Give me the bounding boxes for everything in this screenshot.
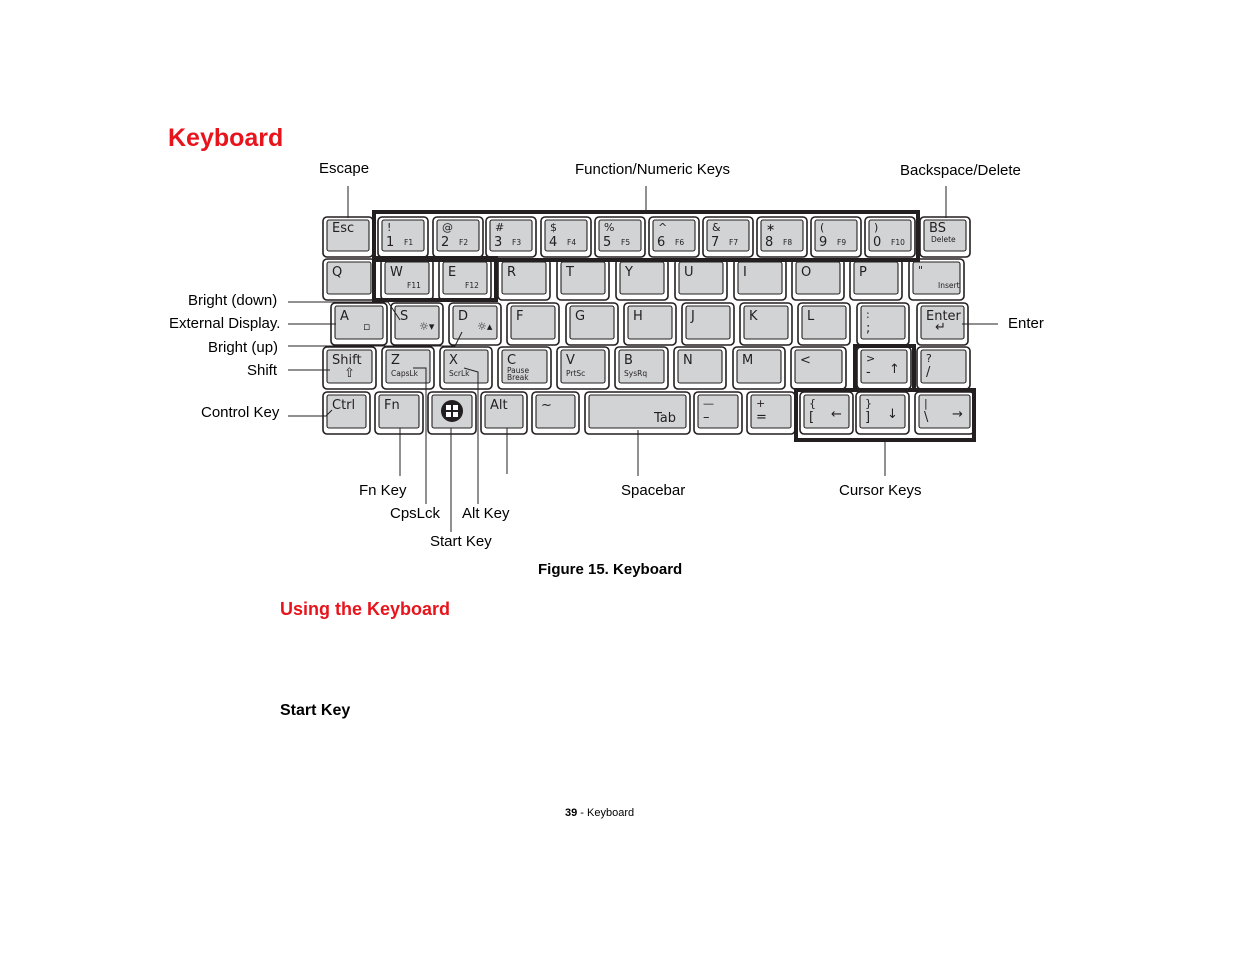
key-legend: Enter bbox=[926, 309, 961, 324]
key[interactable] bbox=[694, 392, 742, 434]
key-legend: | bbox=[924, 397, 928, 410]
key[interactable] bbox=[865, 217, 915, 257]
key-legend: ^ bbox=[658, 221, 668, 234]
key-legend: ? bbox=[926, 352, 932, 365]
key-legend: / bbox=[926, 365, 931, 380]
key-legend: < bbox=[800, 353, 811, 368]
key-legend: { bbox=[809, 397, 816, 410]
key[interactable] bbox=[498, 347, 551, 389]
key[interactable] bbox=[733, 347, 785, 389]
key-legend: SysRq bbox=[624, 369, 648, 378]
key-legend: ☼▾ bbox=[419, 320, 435, 333]
key-legend: Tab bbox=[654, 411, 677, 426]
external-display-callout: External Display. bbox=[169, 315, 281, 332]
spacebar-callout: Spacebar bbox=[621, 482, 686, 499]
key-legend: ! bbox=[387, 221, 392, 234]
key-legend: : bbox=[866, 308, 870, 321]
key-legend: V bbox=[566, 353, 575, 368]
key-legend: Alt bbox=[490, 398, 508, 413]
page-number: 39 bbox=[565, 807, 578, 819]
key-legend: Z bbox=[391, 353, 400, 368]
key-legend: 1 bbox=[386, 235, 395, 250]
key-legend: # bbox=[495, 221, 505, 234]
key-legend: 4 bbox=[549, 235, 558, 250]
key-legend: O bbox=[801, 265, 812, 280]
key[interactable] bbox=[566, 303, 618, 345]
key[interactable] bbox=[541, 217, 591, 257]
key-legend: 3 bbox=[494, 235, 503, 250]
key-legend: - bbox=[866, 365, 871, 380]
key-legend: = bbox=[756, 410, 767, 425]
key[interactable] bbox=[585, 392, 690, 434]
key-legend: — bbox=[703, 397, 714, 410]
key[interactable] bbox=[798, 303, 850, 345]
key-legend: ∗ bbox=[766, 221, 776, 234]
key-legend: ↓ bbox=[887, 407, 898, 422]
key[interactable] bbox=[595, 217, 645, 257]
key[interactable] bbox=[757, 217, 807, 257]
key-legend: T bbox=[566, 265, 574, 280]
alt-key-callout: Alt Key bbox=[462, 505, 510, 522]
key-legend: F3 bbox=[512, 238, 522, 247]
key[interactable] bbox=[557, 259, 609, 300]
key-legend: – bbox=[703, 410, 710, 425]
key-legend: % bbox=[604, 221, 615, 234]
key-legend: ( bbox=[820, 221, 825, 234]
key[interactable] bbox=[331, 303, 387, 345]
key-legend: → bbox=[952, 407, 963, 422]
key-legend: E bbox=[448, 265, 457, 280]
windows-logo-icon bbox=[441, 400, 463, 422]
keyboard-keys bbox=[323, 217, 974, 434]
key-legend: ▫ bbox=[363, 320, 371, 333]
key-legend: ) bbox=[874, 221, 879, 234]
key[interactable] bbox=[917, 347, 970, 389]
escape-callout: Escape bbox=[319, 160, 370, 177]
key-legend: J bbox=[691, 309, 695, 324]
key-legend: F11 bbox=[407, 281, 421, 290]
subsection-heading: Start Key bbox=[280, 702, 351, 719]
page-title: Keyboard bbox=[168, 124, 284, 152]
key-legend: ; bbox=[866, 321, 871, 336]
key-legend: M bbox=[742, 353, 754, 368]
key[interactable] bbox=[747, 392, 795, 434]
key-legend: 6 bbox=[657, 235, 666, 250]
control-key-callout: Control Key bbox=[201, 404, 280, 421]
key-legend: Break bbox=[507, 373, 529, 382]
key-legend: [ bbox=[809, 410, 815, 425]
fn-key-callout: Fn Key bbox=[359, 482, 407, 499]
key-legend: Esc bbox=[332, 221, 355, 236]
key-legend: ] bbox=[865, 410, 871, 425]
footer-section: Keyboard bbox=[587, 807, 635, 819]
key-legend: F2 bbox=[459, 238, 469, 247]
key-legend: $ bbox=[550, 221, 557, 234]
key[interactable] bbox=[557, 347, 609, 389]
key[interactable] bbox=[675, 259, 727, 300]
key-legend: X bbox=[449, 353, 458, 368]
key-legend: F bbox=[516, 309, 524, 324]
key[interactable] bbox=[428, 392, 476, 434]
key[interactable] bbox=[391, 303, 443, 345]
key[interactable] bbox=[439, 259, 491, 300]
key-legend: Fn bbox=[384, 398, 400, 413]
key-legend: 5 bbox=[603, 235, 612, 250]
key-legend: \ bbox=[924, 410, 929, 425]
key[interactable] bbox=[532, 392, 579, 434]
cursor-keys-callout: Cursor Keys bbox=[839, 482, 922, 499]
key[interactable] bbox=[440, 347, 492, 389]
key[interactable] bbox=[498, 259, 550, 300]
footer-separator: - bbox=[577, 807, 588, 819]
shift-callout: Shift bbox=[247, 362, 278, 379]
key[interactable] bbox=[616, 259, 668, 300]
key-legend: ← bbox=[831, 407, 842, 422]
key[interactable] bbox=[674, 347, 726, 389]
bright-up-callout: Bright (up) bbox=[208, 339, 279, 356]
key[interactable] bbox=[507, 303, 559, 345]
enter-callout: Enter bbox=[1008, 315, 1044, 332]
cpslck-callout: CpsLck bbox=[390, 505, 441, 522]
key[interactable] bbox=[682, 303, 734, 345]
key-legend: ↵ bbox=[935, 320, 946, 335]
function-numeric-callout: Function/Numeric Keys bbox=[575, 161, 731, 178]
key-legend: 8 bbox=[765, 235, 774, 250]
key-legend: 7 bbox=[711, 235, 720, 250]
key[interactable] bbox=[381, 259, 433, 300]
key[interactable] bbox=[792, 259, 844, 300]
page-footer bbox=[565, 807, 634, 819]
key-legend: F8 bbox=[783, 238, 793, 247]
key-legend: Insert bbox=[938, 281, 960, 290]
key[interactable] bbox=[734, 259, 786, 300]
key-legend: Y bbox=[625, 265, 633, 280]
key-legend: + bbox=[756, 397, 766, 410]
key-legend: K bbox=[749, 309, 758, 324]
key-legend: @ bbox=[442, 221, 453, 234]
key-legend: A bbox=[340, 309, 349, 324]
start-key-callout: Start Key bbox=[430, 533, 492, 550]
key[interactable] bbox=[909, 259, 964, 300]
key[interactable] bbox=[740, 303, 792, 345]
key[interactable] bbox=[323, 217, 373, 257]
key[interactable] bbox=[915, 392, 974, 434]
key[interactable] bbox=[703, 217, 753, 257]
key-legend: 9 bbox=[819, 235, 828, 250]
key-legend: 0 bbox=[873, 235, 882, 250]
key-legend: N bbox=[683, 353, 693, 368]
key-legend: G bbox=[575, 309, 586, 324]
key[interactable] bbox=[615, 347, 668, 389]
key-legend: CapsLk bbox=[391, 369, 419, 378]
key-legend: P bbox=[859, 265, 867, 280]
key-legend: ☼▴ bbox=[477, 320, 493, 333]
key-legend: F5 bbox=[621, 238, 631, 247]
key-legend: Q bbox=[332, 265, 343, 280]
key-legend: > bbox=[866, 352, 876, 365]
key[interactable] bbox=[433, 217, 483, 257]
key-legend: F9 bbox=[837, 238, 847, 247]
key-legend: Ctrl bbox=[332, 398, 356, 413]
key-legend: BS bbox=[929, 221, 946, 236]
section-heading: Using the Keyboard bbox=[280, 599, 451, 619]
key-legend: R bbox=[507, 265, 517, 280]
key-legend: Shift bbox=[332, 353, 362, 368]
key-legend: F1 bbox=[404, 238, 414, 247]
key-legend: S bbox=[400, 309, 409, 324]
key[interactable] bbox=[917, 303, 968, 345]
key[interactable] bbox=[449, 303, 501, 345]
key-legend: I bbox=[743, 265, 747, 280]
key-legend: L bbox=[807, 309, 815, 324]
key-legend: F12 bbox=[465, 281, 479, 290]
key-legend: 2 bbox=[441, 235, 450, 250]
key-legend: F6 bbox=[675, 238, 685, 247]
key[interactable] bbox=[624, 303, 676, 345]
key[interactable] bbox=[800, 392, 853, 434]
bright-down-callout: Bright (down) bbox=[188, 292, 278, 309]
key-legend: " bbox=[918, 264, 924, 277]
key[interactable] bbox=[791, 347, 846, 389]
key[interactable] bbox=[378, 217, 428, 257]
key[interactable] bbox=[856, 392, 909, 434]
key[interactable] bbox=[649, 217, 699, 257]
key-legend: PrtSc bbox=[566, 369, 586, 378]
key[interactable] bbox=[857, 303, 909, 345]
key-legend: U bbox=[684, 265, 694, 280]
key[interactable] bbox=[323, 259, 375, 300]
key-legend: C bbox=[507, 353, 517, 368]
key[interactable] bbox=[857, 347, 911, 389]
key[interactable] bbox=[323, 347, 376, 389]
key[interactable] bbox=[486, 217, 536, 257]
key-legend: W bbox=[390, 265, 403, 280]
key-legend: ScrLk bbox=[449, 369, 470, 378]
key-legend: F7 bbox=[729, 238, 739, 247]
key[interactable] bbox=[375, 392, 423, 434]
key-legend: ⇧ bbox=[344, 366, 355, 381]
key-legend: H bbox=[633, 309, 643, 324]
key[interactable] bbox=[850, 259, 902, 300]
key-legend: F4 bbox=[567, 238, 577, 247]
key-legend: } bbox=[865, 397, 872, 410]
key-legend: B bbox=[624, 353, 633, 368]
key-legend: Delete bbox=[931, 235, 956, 244]
key-legend: & bbox=[712, 221, 721, 234]
key[interactable] bbox=[481, 392, 527, 434]
key-legend: Pause bbox=[507, 366, 530, 375]
key-legend: D bbox=[458, 309, 469, 324]
key-legend: F10 bbox=[891, 238, 905, 247]
backspace-delete-callout: Backspace/Delete bbox=[900, 162, 1021, 179]
key[interactable] bbox=[323, 392, 370, 434]
key[interactable] bbox=[920, 217, 970, 257]
figure-caption: Figure 15. Keyboard bbox=[538, 561, 683, 578]
key-legend: ↑ bbox=[889, 362, 900, 377]
key[interactable] bbox=[811, 217, 861, 257]
key-legend: ~ bbox=[541, 398, 552, 413]
